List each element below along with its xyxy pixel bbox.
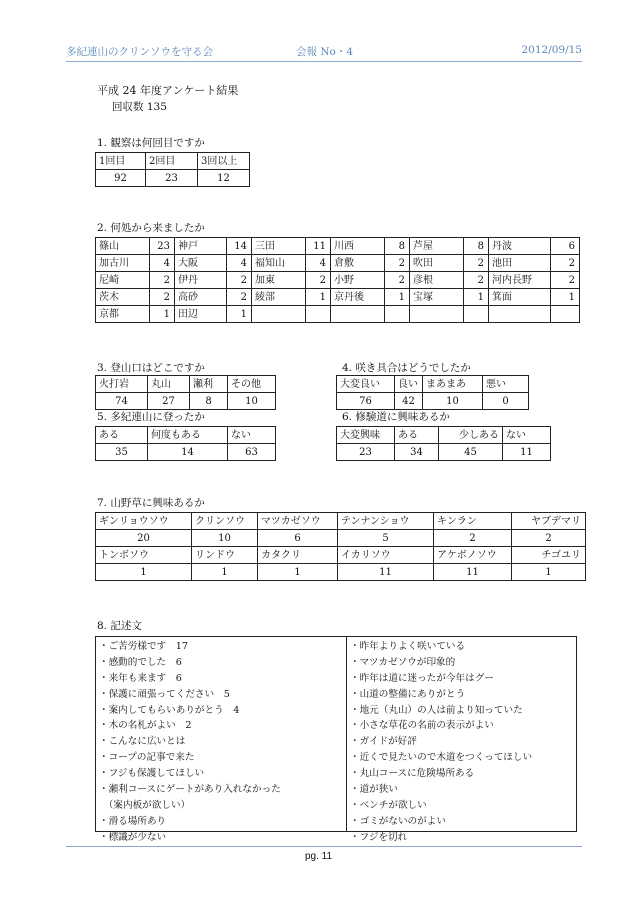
origin-cell: 京丹後 (331, 289, 385, 306)
count-cell: 1 (464, 289, 489, 306)
origin-cell: 河内長野 (489, 272, 551, 289)
table-cell: 12 (198, 170, 250, 187)
origin-cell: 丹波 (489, 238, 551, 255)
table-row (96, 564, 586, 581)
count-cell: 8 (464, 238, 489, 255)
origin-cell: 彦根 (410, 272, 464, 289)
comment-line: ・案内してもらいありがとう 4 (99, 704, 240, 716)
table-cell: 45 (439, 444, 503, 461)
origin-cell: 宝塚 (410, 289, 464, 306)
table-cell: 2 (434, 530, 512, 547)
count-cell: 2 (551, 272, 580, 289)
table-cell: 23 (337, 444, 395, 461)
q2-table (95, 237, 580, 323)
q6-table (336, 426, 551, 461)
table-cell: まあまあ (423, 376, 483, 393)
origin-cell: 芦屋 (410, 238, 464, 255)
origin-cell: 吹田 (410, 255, 464, 272)
comment-line: ・滑る場所あり (99, 815, 167, 827)
table-cell: 92 (96, 170, 146, 187)
q5-heading: 5. 多紀連山に登ったか (97, 411, 205, 423)
table-cell: 2 (512, 530, 586, 547)
table-cell: カタクリ (258, 547, 338, 564)
table-cell: 76 (337, 393, 395, 410)
table-cell: 1 (96, 564, 192, 581)
header-date: 2012/09/15 (521, 44, 582, 56)
origin-cell (489, 306, 551, 323)
origin-cell: 小野 (331, 272, 385, 289)
table-cell: テンナンショウ (338, 513, 434, 530)
origin-cell: 大阪 (175, 255, 227, 272)
table-row (96, 513, 586, 530)
comment-line: ・マツカゼソウが印象的 (350, 656, 456, 668)
q4-table (336, 375, 529, 410)
q1-heading: 1. 観察は何回目ですか (97, 137, 205, 149)
origin-cell: 神戸 (175, 238, 227, 255)
comment-line: ・ゴミがないのがよい (350, 815, 446, 827)
table-row (96, 530, 586, 547)
table-cell: 42 (395, 393, 423, 410)
count-cell: 2 (385, 272, 410, 289)
count-cell: 2 (227, 289, 252, 306)
count-cell: 8 (385, 238, 410, 255)
comment-line: ・昨年よりよく咲いている (350, 641, 466, 652)
table-row (96, 170, 250, 187)
page-number: pg. 11 (304, 851, 333, 862)
table-cell: マツカゼソウ (258, 513, 338, 530)
table-cell: 8 (190, 393, 228, 410)
count-cell (306, 306, 331, 323)
origin-cell: 加古川 (96, 255, 150, 272)
comment-line: ・感動的でした 6 (99, 656, 182, 668)
table-cell: キンラン (434, 513, 512, 530)
table-cell: 0 (483, 393, 529, 410)
origin-cell: 綾部 (252, 289, 306, 306)
table-cell: ギンリョウソウ (96, 513, 192, 530)
count-cell (464, 306, 489, 323)
table-row (96, 393, 276, 410)
comments-left-column (99, 639, 281, 846)
comment-line: ・標識が少ない (99, 831, 167, 843)
comment-line: ・近くで見たいので木道をつくってほしい (350, 752, 533, 764)
header-org: 多紀連山のクリンソウを守る会 (66, 46, 213, 58)
table-cell: 35 (96, 444, 148, 461)
table-cell: 1回目 (96, 153, 146, 170)
origin-cell: 伊丹 (175, 272, 227, 289)
count-cell: 1 (227, 306, 252, 323)
origin-cell: 倉敷 (331, 255, 385, 272)
origin-cell (252, 306, 306, 323)
count-cell: 23 (150, 238, 175, 255)
table-row (96, 376, 276, 393)
table-cell: 11 (503, 444, 551, 461)
origin-cell: 高砂 (175, 289, 227, 306)
table-cell: 11 (434, 564, 512, 581)
table-row (96, 427, 276, 444)
count-cell (551, 306, 580, 323)
origin-cell: 川西 (331, 238, 385, 255)
table-row (337, 376, 529, 393)
table-cell: 何度もある (148, 427, 228, 444)
q7-heading: 7. 山野草に興味あるか (97, 497, 205, 509)
count-cell: 2 (227, 272, 252, 289)
table-cell: 丸山 (148, 376, 190, 393)
page-header (66, 44, 582, 60)
table-cell: 14 (148, 444, 228, 461)
comment-line: ・丸山コースに危険場所ある (350, 768, 475, 780)
comment-line: ・山道の整備にありがとう (350, 688, 466, 700)
comment-line: ・ガイドが好評 (350, 736, 417, 748)
table-cell: 大変良い (337, 376, 395, 393)
count-cell: 1 (551, 289, 580, 306)
table-cell: 3回以上 (198, 153, 250, 170)
table-cell: 74 (96, 393, 148, 410)
comment-line: ・ご苦労様です 17 (99, 641, 188, 652)
table-cell: 20 (96, 530, 192, 547)
count-cell: 1 (385, 289, 410, 306)
comments-box (95, 636, 577, 843)
table-cell: クリンソウ (192, 513, 258, 530)
count-cell: 1 (306, 289, 331, 306)
response-count: 回収数 135 (112, 101, 167, 113)
q1-table (95, 152, 250, 187)
table-row (96, 547, 586, 564)
q7-table (95, 512, 586, 581)
comment-line: ・保護に頑張ってください 5 (99, 688, 230, 700)
table-row (337, 444, 551, 461)
table-row (96, 306, 580, 323)
table-row (96, 272, 580, 289)
q3-table (95, 375, 276, 410)
table-cell: リンドウ (192, 547, 258, 564)
table-cell: ない (503, 427, 551, 444)
table-cell: 瀬利 (190, 376, 228, 393)
table-cell: 11 (338, 564, 434, 581)
table-cell: ある (96, 427, 148, 444)
q5-table (95, 426, 276, 461)
comment-line: ・木の名札がよい 2 (99, 720, 192, 732)
count-cell: 4 (306, 255, 331, 272)
origin-cell: 三田 (252, 238, 306, 255)
count-cell: 1 (150, 306, 175, 323)
comment-line: ・瀬利コースにゲートがあり入れなかった (99, 784, 281, 796)
table-cell: 1 (512, 564, 586, 581)
header-issue: 会報 No・4 (296, 46, 354, 58)
comment-line: ・コープの記事で来た (99, 752, 195, 764)
origin-cell: 茨木 (96, 289, 150, 306)
table-cell: イカリソウ (338, 547, 434, 564)
table-cell: 5 (338, 530, 434, 547)
table-row (337, 427, 551, 444)
count-cell: 2 (464, 272, 489, 289)
table-cell: 10 (423, 393, 483, 410)
table-cell: 6 (258, 530, 338, 547)
origin-cell: 加東 (252, 272, 306, 289)
table-cell: トンボソウ (96, 547, 192, 564)
table-row (96, 255, 580, 272)
footer-rule (66, 846, 582, 847)
table-row (96, 238, 580, 255)
count-cell: 11 (306, 238, 331, 255)
table-cell: 1 (192, 564, 258, 581)
comment-line: ・道が狭い (350, 784, 398, 796)
comment-line: （案内板が欲しい） (99, 799, 191, 811)
table-cell: 大変興味 (337, 427, 395, 444)
origin-cell: 京都 (96, 306, 150, 323)
origin-cell: 箕面 (489, 289, 551, 306)
table-cell: 10 (228, 393, 276, 410)
table-cell: 悪い (483, 376, 529, 393)
comment-line: ・地元（丸山）の人は前より知っていた (350, 704, 523, 716)
count-cell: 2 (464, 255, 489, 272)
comment-line: ・フジを切れ (350, 831, 408, 843)
count-cell: 4 (150, 255, 175, 272)
count-cell: 6 (551, 238, 580, 255)
table-cell: ある (395, 427, 439, 444)
table-cell: ヤブデマリ (512, 513, 586, 530)
table-row (337, 393, 529, 410)
origin-cell (331, 306, 385, 323)
count-cell: 2 (150, 289, 175, 306)
table-cell: 2回目 (146, 153, 198, 170)
q6-heading: 6. 修験道に興味あるか (342, 411, 450, 423)
table-row (96, 289, 580, 306)
comment-line: ・小さな草花の名前の表示がよい (350, 720, 494, 732)
comments-divider (346, 637, 347, 831)
table-cell: ない (228, 427, 276, 444)
table-cell: 63 (228, 444, 276, 461)
survey-title: 平成 24 年度アンケート結果 (97, 84, 239, 97)
origin-cell: 篠山 (96, 238, 150, 255)
q8-heading: 8. 記述文 (97, 620, 142, 632)
count-cell: 4 (227, 255, 252, 272)
origin-cell: 池田 (489, 255, 551, 272)
header-rule (66, 61, 582, 62)
count-cell (385, 306, 410, 323)
table-cell: 27 (148, 393, 190, 410)
table-cell: 34 (395, 444, 439, 461)
count-cell: 14 (227, 238, 252, 255)
comments-right-column (350, 639, 532, 846)
table-cell: その他 (228, 376, 276, 393)
origin-cell: 田辺 (175, 306, 227, 323)
q4-heading: 4. 咲き具合はどうでしたか (342, 362, 471, 374)
comment-line: ・こんなに広いとは (99, 736, 186, 748)
table-row (96, 153, 250, 170)
table-cell: 10 (192, 530, 258, 547)
table-cell: 1 (258, 564, 338, 581)
origin-cell: 福知山 (252, 255, 306, 272)
comment-line: ・ベンチが欲しい (350, 799, 427, 811)
table-cell: アケボノソウ (434, 547, 512, 564)
origin-cell (410, 306, 464, 323)
table-cell: 少しある (439, 427, 503, 444)
origin-cell: 尼崎 (96, 272, 150, 289)
count-cell: 2 (306, 272, 331, 289)
count-cell: 2 (385, 255, 410, 272)
q2-heading: 2. 何処から来ましたか (97, 222, 205, 234)
table-cell: チゴユリ (512, 547, 586, 564)
table-cell: 23 (146, 170, 198, 187)
count-cell: 2 (150, 272, 175, 289)
comment-line: ・昨年は道に迷ったが今年はグー (350, 672, 494, 684)
table-cell: 良い (395, 376, 423, 393)
q3-heading: 3. 登山口はどこですか (97, 362, 205, 374)
comment-line: ・来年も来ます 6 (99, 672, 182, 684)
table-row (96, 444, 276, 461)
comment-line: ・フジも保護してほしい (99, 768, 205, 780)
table-cell: 火打岩 (96, 376, 148, 393)
count-cell: 2 (551, 255, 580, 272)
